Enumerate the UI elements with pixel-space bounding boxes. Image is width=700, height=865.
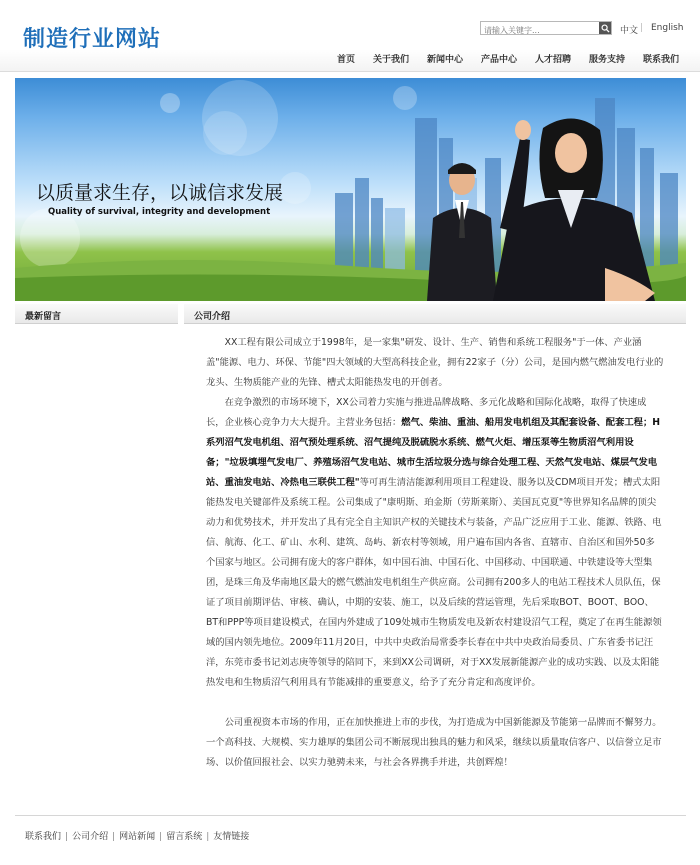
banner-slogan-cn: 以质量求生存，以诚信求发展 [36, 182, 284, 204]
nav-home[interactable]: 首页 [337, 55, 356, 65]
search-icon [601, 24, 610, 33]
search-button[interactable] [599, 22, 611, 34]
hero-banner [15, 78, 686, 301]
intro-paragraph-2 [206, 393, 664, 693]
search-box [480, 21, 612, 35]
nav-products[interactable]: 产品中心 [481, 55, 518, 65]
footer-link-news[interactable]: 网站新闻 [119, 832, 156, 842]
lang-separator: | [640, 23, 644, 33]
nav-support[interactable]: 服务支持 [589, 55, 626, 65]
intro-paragraph-3: 公司重视资本市场的作用，正在加快推进上市的步伐，为打造成为中国新能源及节能第一品牌而不懈努力。一个高科技、大规模、实力雄厚的集团公司不断展现出独具的魅力和风采，继续以质量取信客户、以信誉立足市场、以价值回报社会、以实力驰骋未来，与社会各界携手并进，共创辉煌！ [206, 717, 662, 768]
company-intro-text [206, 333, 664, 773]
footer-link-guestbook[interactable]: 留言系统 [166, 832, 203, 842]
intro-business-scope: 燃气、柴油、重油、船用发电机组及其配套设备、配套工程；H系列沼气发电机组、沼气预处理系统、沼气提纯及脱硫脱水系统、燃气火炬、增压泵等生物质沼气利用设备；"垃圾填埋气发电厂、养殖场沼气发电站、城市生活垃圾分选与综合处理工程、天然气发电站、煤层气发电站、重油发电站、冷热电三联供工程" [206, 417, 661, 488]
intro-paragraph-2-rest: 等可再生清洁能源利用项目工程建设、服务以及CDM项目开发；槽式太阳能热发电关键部件及系统工程。公司集成了"康明斯、珀金斯（劳斯莱斯）、美国瓦克夏"等世界知名品牌的顶尖动力和优势技术，并开发出了具有完全自主知识产权的关键技术与装备，产品广泛应用于工业、能源、铁路、电信、航海、化工、矿山、水利、建筑、岛屿、新农村等领域，用户遍布国内各省、直辖市、自治区和国外50多个国家与地区。公司拥有庞大的客户群体，如中国石油、中国石化、中国移动、中国联通、中铁建设等大型集团，是珠三角及华南地区最大的燃气燃油发电机组生产供应商。公司拥有200多人的电站工程技术人员队伍，保证了项目前期评估、审核、确认，中期的安装、施工，以及后续的营运管理，先后采取BOT、BOOT、BOO、BT和PPP等项目建设模式，在国内外建成了109处城市生物质发电及新农村建设沼气工程，奠定了在再生能源领域的国内领先地位。2009年11月20日，中共中央政治局常委李长春在中共中央政治局委员、广东省委书记汪洋，东莞市委书记刘志庚等领导的陪同下，来到XX公司调研，对于XX发展新能源产业的成功实践、以及太阳能热发电和生物质沼气利用具有节能减排的重要意义，给予了充分肯定和高度评价。 [206, 477, 662, 688]
lang-english-link[interactable]: English [651, 23, 684, 33]
lang-chinese-link[interactable]: 中文 [620, 26, 639, 36]
footer-divider [15, 815, 686, 816]
left-panel-title: 最新留言 [25, 312, 62, 322]
intro-paragraph-2-lead: 在竞争激烈的市场环境下，XX公司着力实施与推进品牌战略、多元化战略和国际化战略，取得了快速成长，企业核心竞争力大大提升。主营业务包括： [206, 397, 647, 428]
search-input[interactable] [481, 25, 599, 37]
footer-separator: | [112, 832, 116, 842]
footer-links [25, 829, 249, 842]
nav-contact[interactable]: 联系我们 [643, 55, 680, 65]
main-panel-title: 公司介绍 [194, 312, 231, 322]
site-header [0, 0, 700, 72]
site-logo[interactable]: 制造行业网站 [23, 27, 162, 52]
main-nav [0, 52, 700, 66]
banner-slogan-en: Quality of survival, integrity and development [48, 207, 271, 217]
main-panel-header [184, 304, 686, 324]
footer-link-about[interactable]: 公司介绍 [72, 832, 109, 842]
nav-about[interactable]: 关于我们 [373, 55, 410, 65]
intro-paragraph-1: XX工程有限公司成立于1998年，是一家集"研发、设计、生产、销售和系统工程服务"于一体、产业涵盖"能源、电力、环保、节能"四大领域的大型高科技企业，拥有22家子（分）公司，是国内燃气燃油发电行业的龙头、生物质能产业的先锋、槽式太阳能热发电的开创者。 [206, 337, 664, 388]
footer-link-contact[interactable]: 联系我们 [25, 832, 62, 842]
footer-link-partners[interactable]: 友情链接 [213, 832, 250, 842]
nav-news[interactable]: 新闻中心 [427, 55, 464, 65]
paragraph-spacer [206, 693, 664, 713]
footer-separator: | [206, 832, 210, 842]
footer-separator: | [65, 832, 69, 842]
nav-careers[interactable]: 人才招聘 [535, 55, 572, 65]
footer-separator: | [159, 832, 163, 842]
left-panel-header [15, 304, 178, 324]
